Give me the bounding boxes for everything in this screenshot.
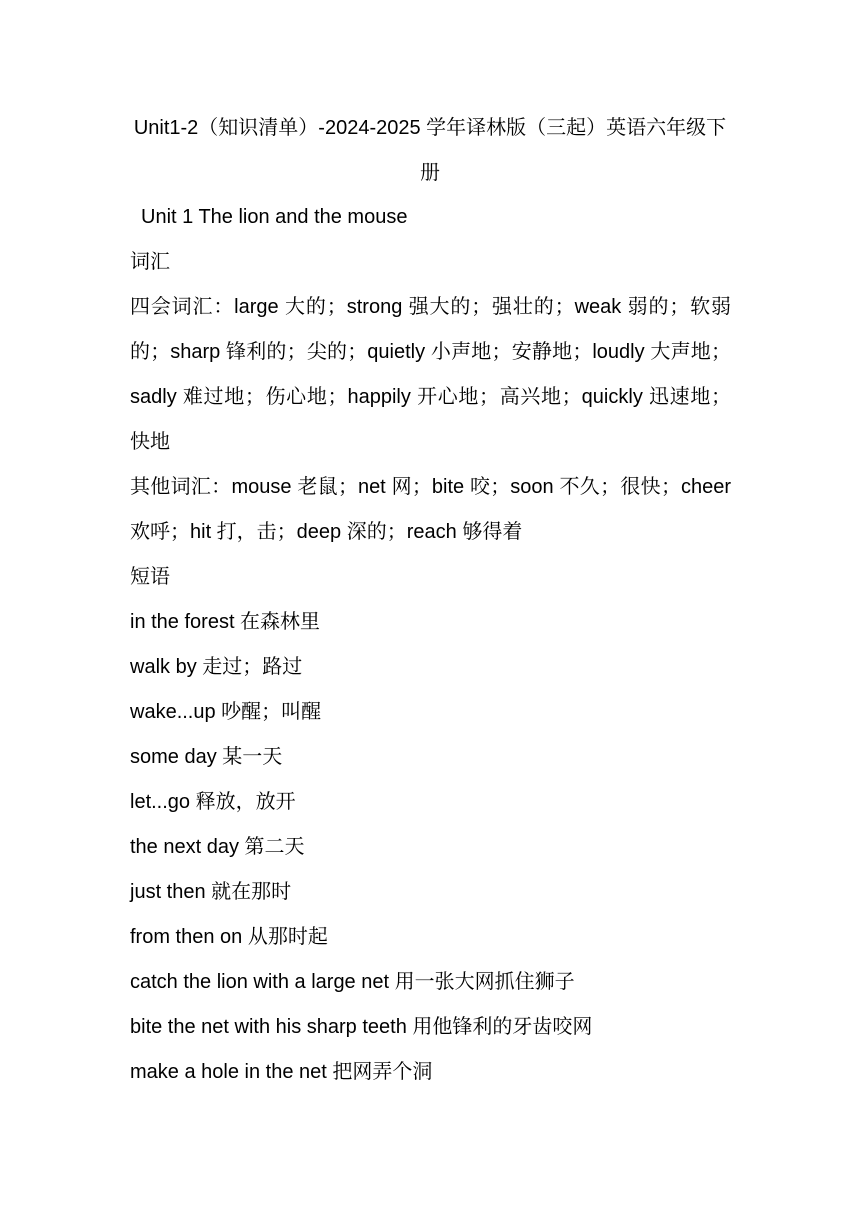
vocab-four-skills: 四会词汇：large 大的；strong 强大的；强壮的；weak 弱的；软弱的；sharp 锋利的；尖的；quietly 小声地；安静地；loudly 大声地；sadly 难过地；伤心地；happily 开心地；高兴地；quickly 迅速地；快地: [130, 296, 731, 453]
phrase-item: in the forest 在森林里: [130, 611, 321, 633]
document-body: [130, 195, 731, 1095]
phrase-item: from then on 从那时起: [130, 926, 328, 948]
phrase-item: the next day 第二天: [130, 836, 305, 858]
phrase-item: catch the lion with a large net 用一张大网抓住狮子: [130, 971, 575, 993]
document-title: Unit1-2（知识清单）-2024-2025 学年译林版（三起）英语六年级下册: [133, 117, 727, 184]
phrase-item: let...go 释放，放开: [130, 791, 296, 813]
phrase-item: walk by 走过；路过: [130, 656, 303, 678]
vocab-other: 其他词汇：mouse 老鼠；net 网；bite 咬；soon 不久；很快；cheer 欢呼；hit 打，击；deep 深的；reach 够得着: [130, 476, 731, 543]
phrase-item: make a hole in the net 把网弄个洞: [130, 1061, 433, 1083]
phrase-heading: 短语: [130, 566, 170, 588]
phrase-item: wake...up 吵醒；叫醒: [130, 701, 322, 723]
vocab-heading: 词汇: [130, 251, 170, 273]
phrase-item: some day 某一天: [130, 746, 283, 768]
phrase-item: just then 就在那时: [130, 881, 292, 903]
unit-heading: Unit 1 The lion and the mouse: [141, 206, 408, 228]
phrase-item: bite the net with his sharp teeth 用他锋利的牙齿咬网: [130, 1016, 593, 1038]
